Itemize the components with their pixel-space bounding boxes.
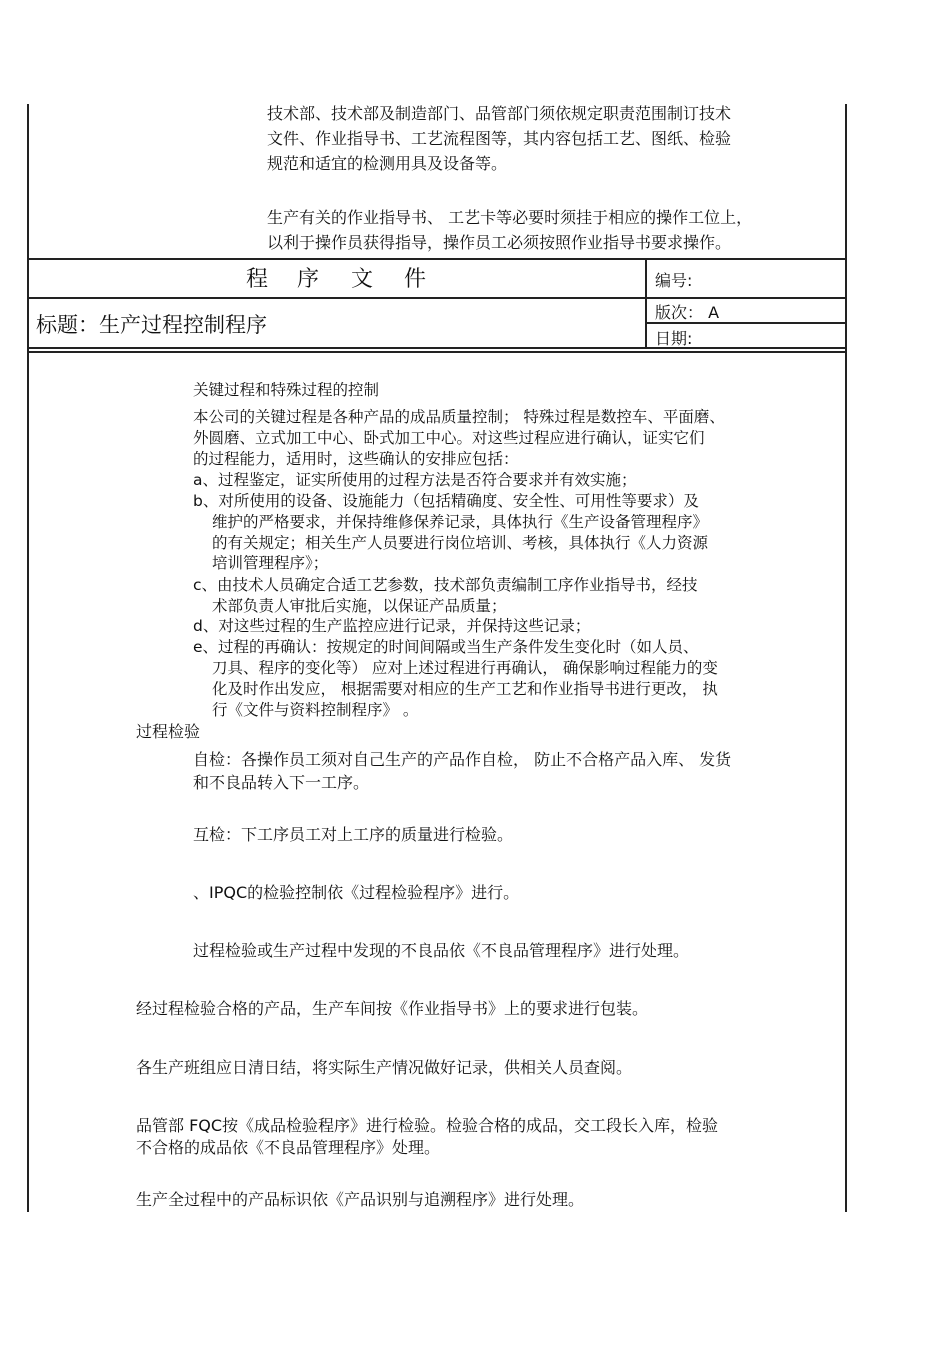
frame-right-border — [845, 104, 847, 1212]
item-b-line-2: 维护的严格要求，并保持维修保养记录，具体执行《生产设备管理程序》 — [212, 513, 709, 531]
document-number-label: 编号: — [655, 271, 693, 290]
item-b-line-1: b、对所使用的设备、设施能力（包括精确度、安全性、可用性等要求）及 — [193, 492, 699, 510]
mutual-check: 互检：下工序员工对上工序的质量进行检验。 — [193, 825, 514, 844]
frame-left-border — [27, 104, 29, 1212]
document-title: 标题：生产过程控制程序 — [36, 313, 267, 337]
item-e-line-1: e、过程的再确认：按规定的时间间隔或当生产条件发生变化时（如人员、 — [193, 638, 699, 656]
product-identification: 生产全过程中的产品标识依《产品识别与追溯程序》进行处理。 — [136, 1190, 585, 1209]
packing-rule: 经过程检验合格的产品，生产车间按《作业指导书》上的要求进行包装。 — [136, 999, 649, 1018]
header-bottom-border-double — [27, 351, 847, 353]
key-process-line-2: 外圆磨、立式加工中心、卧式加工中心。对这些过程应进行确认，证实它们 — [193, 429, 705, 447]
top-para1-line3: 规范和适宜的检测用具及设备等。 — [267, 154, 508, 173]
header-column-divider — [645, 258, 647, 349]
fqc-line-1: 品管部 FQC按《成品检验程序》进行检验。检验合格的成品，交工段长入库，检验 — [136, 1116, 719, 1135]
header-top-border — [27, 258, 847, 260]
header-middle-border — [27, 297, 847, 299]
document-version-label: 版次： A — [655, 303, 720, 322]
item-b-line-4: 培训管理程序》； — [212, 554, 329, 572]
item-c-line-1: c、由技术人员确定合适工艺参数，技术部负责编制工序作业指导书，经技 — [193, 576, 698, 594]
item-b-line-3: 的有关规定；相关生产人员要进行岗位培训、考核，具体执行《人力资源 — [212, 534, 709, 552]
self-check-line-1: 自检：各操作员工须对自己生产的产品作自检， 防止不合格产品入库、 发货 — [193, 750, 732, 769]
header-title-char-3: 文 — [351, 267, 374, 292]
header-bottom-border — [27, 347, 847, 349]
item-e-line-3: 化及时作出发应， 根据需要对相应的生产工艺和作业指导书进行更改， 执 — [212, 680, 718, 698]
defect-handling: 过程检验或生产过程中发现的不良品依《不良品管理程序》进行处理。 — [193, 941, 690, 960]
header-title-char-1: 程 — [246, 267, 269, 292]
top-para2-line1: 生产有关的作业指导书、 工艺卡等必要时须挂于相应的操作工位上， — [267, 208, 753, 227]
self-check-line-2: 和不良品转入下一工序。 — [193, 773, 370, 792]
item-e-line-2: 刀具、程序的变化等） 应对上述过程进行再确认， 确保影响过程能力的变 — [212, 659, 718, 677]
top-para1-line1: 技术部、技术部及制造部门、品管部门须依规定职责范围制订技术 — [267, 104, 732, 123]
item-d-line-1: d、对这些过程的生产监控应进行记录，并保持这些记录； — [193, 617, 591, 635]
header-title-char-2: 序 — [297, 267, 320, 292]
key-process-heading: 关键过程和特殊过程的控制 — [193, 381, 380, 399]
header-title-char-4: 件 — [404, 267, 427, 292]
key-process-line-1: 本公司的关键过程是各种产品的成品质量控制； 特殊过程是数控车、平面磨、 — [193, 408, 725, 426]
fqc-line-2: 不合格的成品依《不良品管理程序》处理。 — [136, 1138, 441, 1157]
item-c-line-2: 术部负责人审批后实施，以保证产品质量； — [212, 597, 507, 615]
inspection-heading: 过程检验 — [136, 722, 201, 741]
ipqc-inspection: 、IPQC的检验控制依《过程检验程序》进行。 — [193, 883, 520, 902]
key-process-line-3: 的过程能力，适用时，这些确认的安排应包括： — [193, 450, 519, 468]
item-e-line-4: 行《文件与资料控制程序》 。 — [212, 701, 419, 719]
document-date-label: 日期: — [655, 329, 693, 348]
top-para2-line2: 以利于操作员获得指导，操作员工必须按照作业指导书要求操作。 — [267, 233, 732, 252]
item-a-line-1: a、过程鉴定，证实所使用的过程方法是否符合要求并有效实施； — [193, 471, 637, 489]
daily-record-rule: 各生产班组应日清日结，将实际生产情况做好记录，供相关人员查阅。 — [136, 1058, 633, 1077]
top-para1-line2: 文件、作业指导书、工艺流程图等，其内容包括工艺、图纸、检验 — [267, 129, 732, 148]
